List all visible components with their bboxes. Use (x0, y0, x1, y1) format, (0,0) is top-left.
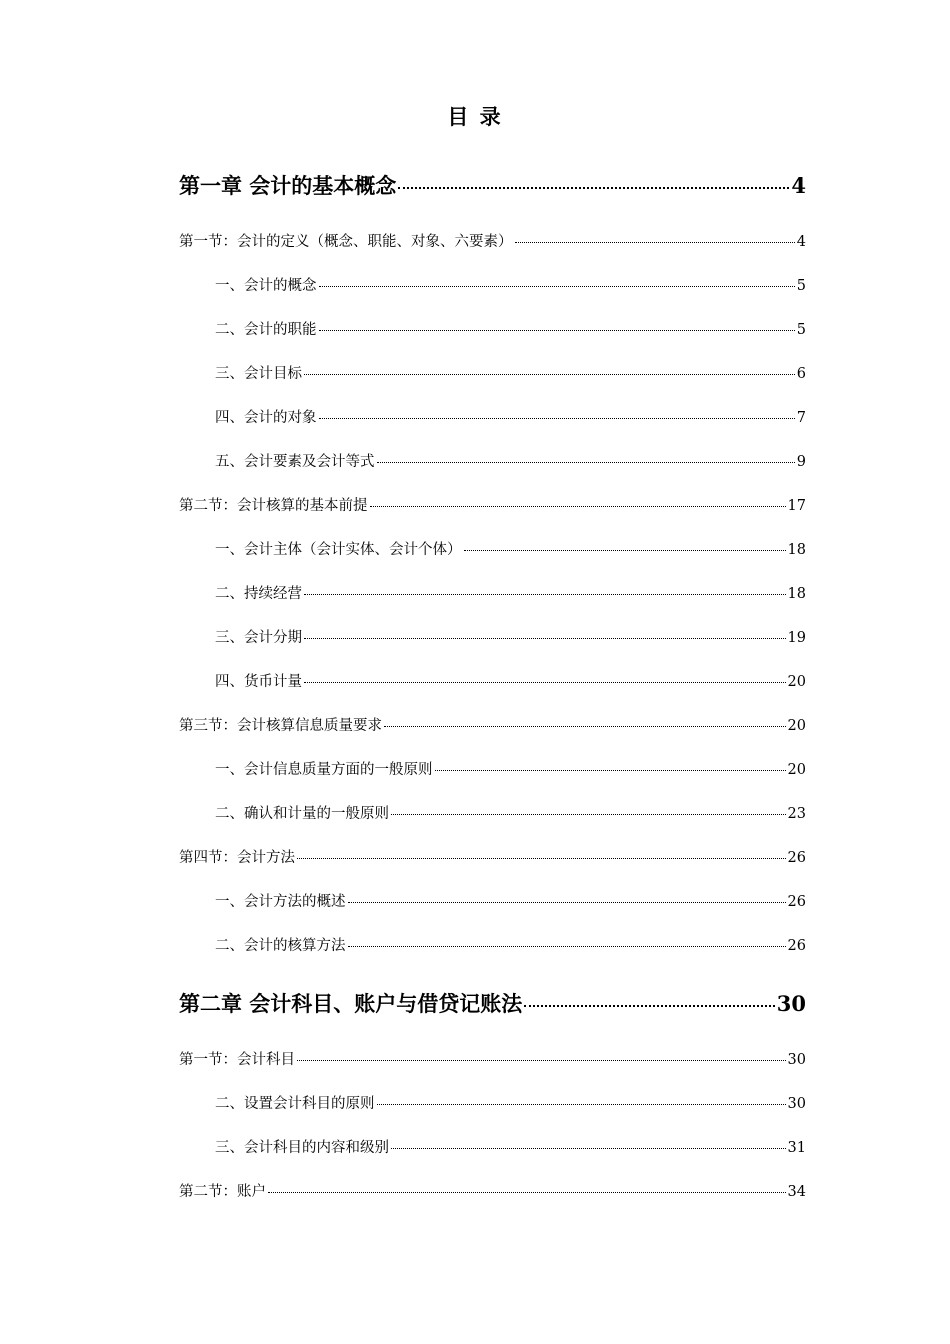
toc-entry-label: 第二章 会计科目、账户与借贷记账法 (179, 991, 523, 1016)
dot-leader (398, 187, 789, 189)
toc-entry-page-number: 9 (796, 454, 806, 470)
dot-leader (319, 418, 795, 419)
toc-entry-label: 三、会计目标 (215, 366, 302, 382)
toc-entry-sub[interactable] (179, 1094, 806, 1114)
toc-entry-section[interactable] (179, 232, 806, 252)
toc-entry-page-number: 34 (787, 1184, 806, 1200)
toc-entry-sub[interactable] (179, 452, 806, 472)
dot-leader (304, 594, 786, 595)
dot-leader (377, 1104, 786, 1105)
toc-entry-sub[interactable] (179, 672, 806, 692)
dot-leader (348, 902, 786, 903)
dot-leader (464, 550, 786, 551)
toc-entry-page-number: 18 (787, 542, 806, 558)
toc-entry-label: 三、会计分期 (215, 630, 302, 646)
dot-leader (304, 374, 795, 375)
toc-entry-sub[interactable] (179, 276, 806, 296)
toc-entry-sub[interactable] (179, 936, 806, 956)
toc-entry-sub[interactable] (179, 364, 806, 384)
dot-leader (319, 330, 795, 331)
dot-leader (268, 1192, 786, 1193)
toc-entry-section[interactable] (179, 1050, 806, 1070)
toc-entry-sub[interactable] (179, 584, 806, 604)
toc-entry-page-number: 7 (796, 410, 806, 426)
toc-entry-page-number: 20 (787, 674, 806, 690)
toc-entry-label: 第一章 会计的基本概念 (179, 173, 397, 198)
toc-title: 目 录 (447, 104, 503, 129)
toc-entry-section[interactable] (179, 1182, 806, 1202)
toc-entry-section[interactable] (179, 496, 806, 516)
toc-entry-label: 一、会计信息质量方面的一般原则 (215, 762, 433, 778)
toc-entry-page-number: 19 (787, 630, 806, 646)
toc-entry-sub[interactable] (179, 628, 806, 648)
toc-entry-label: 一、会计主体（会计实体、会计个体） (215, 542, 462, 558)
toc-entry-chapter[interactable] (179, 172, 806, 200)
dot-leader (377, 462, 795, 463)
dot-leader (435, 770, 786, 771)
toc-entry-label: 五、会计要素及会计等式 (215, 454, 375, 470)
toc-entry-sub[interactable] (179, 760, 806, 780)
toc-entry-page-number: 30 (776, 991, 806, 1016)
toc-entry-page-number: 26 (787, 894, 806, 910)
dot-leader (304, 682, 786, 683)
toc-entry-label: 第一节：会计的定义（概念、职能、对象、六要素） (179, 234, 513, 250)
toc-entry-page-number: 5 (796, 322, 806, 338)
toc-entry-label: 一、会计的概念 (215, 278, 317, 294)
toc-entry-label: 二、设置会计科目的原则 (215, 1096, 375, 1112)
toc-entry-label: 第二节：会计核算的基本前提 (179, 498, 368, 514)
dot-leader (297, 858, 786, 859)
toc-entry-section[interactable] (179, 716, 806, 736)
toc-entry-page-number: 4 (796, 234, 806, 250)
toc-entry-page-number: 30 (787, 1052, 806, 1068)
toc-entry-label: 第三节：会计核算信息质量要求 (179, 718, 382, 734)
toc-entry-label: 四、会计的对象 (215, 410, 317, 426)
toc-entry-page-number: 5 (796, 278, 806, 294)
toc-entry-page-number: 23 (787, 806, 806, 822)
toc-entry-label: 第一节：会计科目 (179, 1052, 295, 1068)
toc-entry-page-number: 6 (796, 366, 806, 382)
toc-entry-sub[interactable] (179, 540, 806, 560)
toc-entry-page-number: 26 (787, 938, 806, 954)
toc-entry-label: 三、会计科目的内容和级别 (215, 1140, 389, 1156)
toc-entry-chapter[interactable] (179, 990, 806, 1018)
toc-entry-page-number: 4 (791, 173, 806, 198)
toc-entry-page-number: 30 (787, 1096, 806, 1112)
toc-entry-label: 二、确认和计量的一般原则 (215, 806, 389, 822)
dot-leader (515, 242, 795, 243)
toc-entry-page-number: 17 (787, 498, 806, 514)
toc-entry-sub[interactable] (179, 804, 806, 824)
dot-leader (304, 638, 786, 639)
toc-entry-label: 一、会计方法的概述 (215, 894, 346, 910)
toc-entry-label: 四、货币计量 (215, 674, 302, 690)
dot-leader (348, 946, 786, 947)
toc-entry-page-number: 18 (787, 586, 806, 602)
toc-entry-label: 二、会计的职能 (215, 322, 317, 338)
toc-entry-sub[interactable] (179, 408, 806, 428)
dot-leader (370, 506, 786, 507)
toc-entry-page-number: 20 (787, 718, 806, 734)
toc-entry-sub[interactable] (179, 320, 806, 340)
toc-entry-label: 第四节：会计方法 (179, 850, 295, 866)
dot-leader (391, 814, 786, 815)
toc-entry-section[interactable] (179, 848, 806, 868)
toc-entry-page-number: 20 (787, 762, 806, 778)
toc-entry-sub[interactable] (179, 892, 806, 912)
dot-leader (319, 286, 795, 287)
toc-entry-label: 二、会计的核算方法 (215, 938, 346, 954)
dot-leader (384, 726, 786, 727)
toc-entry-sub[interactable] (179, 1138, 806, 1158)
toc-entry-page-number: 31 (787, 1140, 806, 1156)
dot-leader (391, 1148, 786, 1149)
toc-entry-label: 第二节：账户 (179, 1184, 266, 1200)
toc-entry-label: 二、持续经营 (215, 586, 302, 602)
dot-leader (297, 1060, 786, 1061)
dot-leader (524, 1005, 774, 1007)
toc-entry-page-number: 26 (787, 850, 806, 866)
